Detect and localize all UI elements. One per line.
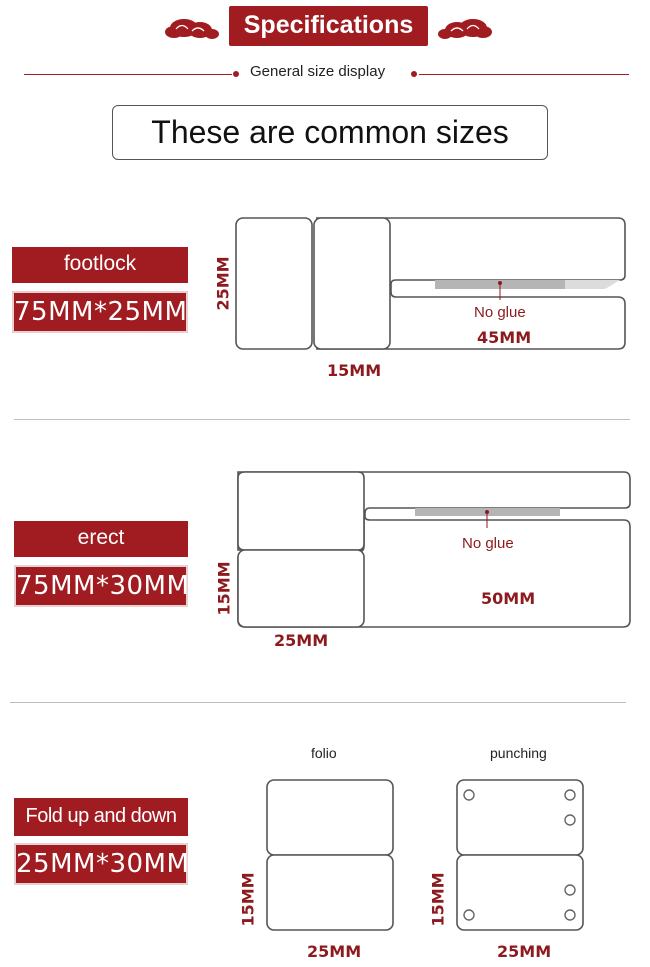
page-title: Specifications (229, 6, 428, 46)
section-label-erect: erect (14, 521, 188, 557)
subtitle-line-right (419, 74, 629, 75)
section-divider-2 (10, 702, 626, 703)
subtitle-line-left (24, 74, 232, 75)
folio-height-label: 15MM (238, 872, 258, 927)
section-size-erect: 75MM*30MM (14, 565, 188, 607)
folio-caption: folio (311, 745, 337, 761)
folio-diagram (262, 775, 398, 935)
footlock-tail-label: 45MM (477, 328, 532, 347)
section-size-fold: 25MM*30MM (14, 843, 188, 885)
punching-height-label: 15MM (428, 872, 448, 927)
section-label-footlock: footlock (12, 247, 188, 283)
section-divider (14, 419, 630, 420)
left-cloud-icon (162, 14, 220, 42)
right-cloud-icon (437, 14, 495, 42)
erect-no-glue-note: No glue (462, 535, 514, 552)
footlock-height-label: 25MM (213, 256, 233, 311)
subtitle-dot-left (233, 71, 239, 77)
section-size-footlock: 75MM*25MM (12, 291, 188, 333)
footlock-no-glue-note: No glue (474, 304, 526, 321)
erect-height-label: 15MM (214, 561, 234, 616)
punching-caption: punching (490, 745, 547, 761)
punching-width-label: 25MM (497, 942, 552, 961)
footlock-diagram (230, 212, 630, 357)
erect-tail-label: 50MM (481, 589, 536, 608)
footlock-width-label: 15MM (327, 361, 382, 380)
erect-diagram (230, 466, 635, 632)
folio-width-label: 25MM (307, 942, 362, 961)
section-label-fold: Fold up and down (14, 798, 188, 836)
subtitle: General size display (250, 63, 386, 80)
subtitle-dot-right (411, 71, 417, 77)
erect-width-label: 25MM (274, 631, 329, 650)
common-sizes-banner: These are common sizes (112, 105, 548, 160)
punching-diagram (452, 775, 588, 935)
